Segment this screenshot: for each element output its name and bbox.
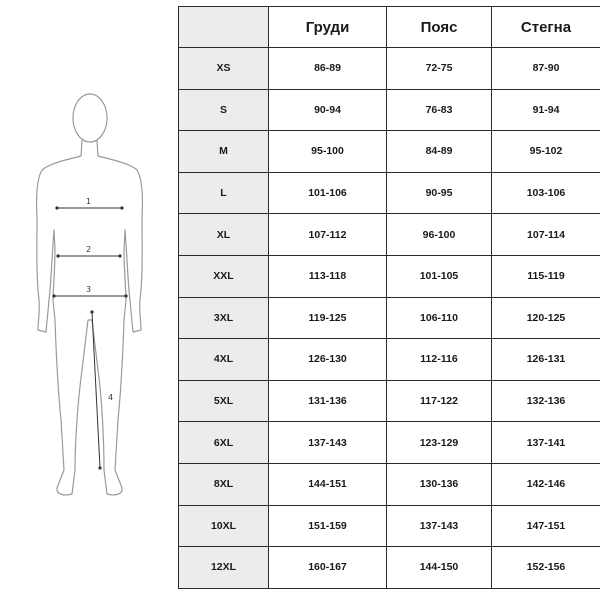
waist-cell: 130-136: [387, 463, 492, 505]
chest-cell: 113-118: [269, 255, 387, 297]
size-cell: 6XL: [179, 422, 269, 464]
figure-body-outline: [37, 141, 143, 495]
table-row: [179, 131, 600, 173]
chest-cell: 90-94: [269, 89, 387, 131]
waist-cell: 101-105: [387, 255, 492, 297]
marker-inseam-label: 4: [108, 393, 114, 402]
header-hips: Стегна: [492, 7, 600, 48]
table-row: [179, 255, 600, 297]
chest-cell: 119-125: [269, 297, 387, 339]
body-measurement-figure: [0, 0, 178, 600]
size-cell: XL: [179, 214, 269, 256]
waist-cell: 96-100: [387, 214, 492, 256]
marker-chest-label: 1: [86, 197, 92, 206]
waist-cell: 123-129: [387, 422, 492, 464]
chest-cell: 107-112: [269, 214, 387, 256]
hips-cell: 107-114: [492, 214, 600, 256]
table-row: [179, 547, 600, 589]
table-row: [179, 89, 600, 131]
waist-cell: 84-89: [387, 131, 492, 173]
waist-cell: 137-143: [387, 505, 492, 547]
table-row: [179, 214, 600, 256]
waist-cell: 76-83: [387, 89, 492, 131]
table-row: [179, 48, 600, 90]
marker-waist-label: 2: [86, 245, 92, 254]
hips-cell: 152-156: [492, 547, 600, 589]
waist-cell: 72-75: [387, 48, 492, 90]
size-cell: 5XL: [179, 380, 269, 422]
table-row: [179, 339, 600, 381]
size-cell: 8XL: [179, 463, 269, 505]
header-waist: Пояс: [387, 7, 492, 48]
chest-cell: 144-151: [269, 463, 387, 505]
hips-cell: 147-151: [492, 505, 600, 547]
hips-cell: 95-102: [492, 131, 600, 173]
size-cell: L: [179, 172, 269, 214]
size-cell: M: [179, 131, 269, 173]
inseam-measurement-line: [92, 312, 100, 468]
chest-cell: 151-159: [269, 505, 387, 547]
chest-cell: 101-106: [269, 172, 387, 214]
hips-cell: 120-125: [492, 297, 600, 339]
chest-cell: 95-100: [269, 131, 387, 173]
hips-cell: 87-90: [492, 48, 600, 90]
size-cell: 12XL: [179, 547, 269, 589]
header-corner-cell: [179, 7, 269, 48]
chest-cell: 137-143: [269, 422, 387, 464]
table-row: [179, 297, 600, 339]
size-cell: S: [179, 89, 269, 131]
figure-head: [73, 94, 107, 142]
marker-hips-label: 3: [86, 285, 92, 294]
size-cell: XXL: [179, 255, 269, 297]
size-cell: XS: [179, 48, 269, 90]
hips-cell: 137-141: [492, 422, 600, 464]
waist-cell: 117-122: [387, 380, 492, 422]
size-cell: 4XL: [179, 339, 269, 381]
waist-cell: 90-95: [387, 172, 492, 214]
hips-cell: 142-146: [492, 463, 600, 505]
chest-cell: 126-130: [269, 339, 387, 381]
waist-cell: 106-110: [387, 297, 492, 339]
chest-cell: 131-136: [269, 380, 387, 422]
size-cell: 3XL: [179, 297, 269, 339]
size-cell: 10XL: [179, 505, 269, 547]
size-chart-table: [178, 6, 600, 589]
chest-cell: 160-167: [269, 547, 387, 589]
waist-cell: 144-150: [387, 547, 492, 589]
table-row: [179, 505, 600, 547]
hips-cell: 115-119: [492, 255, 600, 297]
table-header-row: [179, 7, 600, 48]
waist-cell: 112-116: [387, 339, 492, 381]
hips-cell: 132-136: [492, 380, 600, 422]
table-row: [179, 380, 600, 422]
chest-cell: 86-89: [269, 48, 387, 90]
header-chest: Груди: [269, 7, 387, 48]
hips-cell: 91-94: [492, 89, 600, 131]
table-row: [179, 172, 600, 214]
hips-cell: 126-131: [492, 339, 600, 381]
table-row: [179, 463, 600, 505]
hips-cell: 103-106: [492, 172, 600, 214]
table-row: [179, 422, 600, 464]
